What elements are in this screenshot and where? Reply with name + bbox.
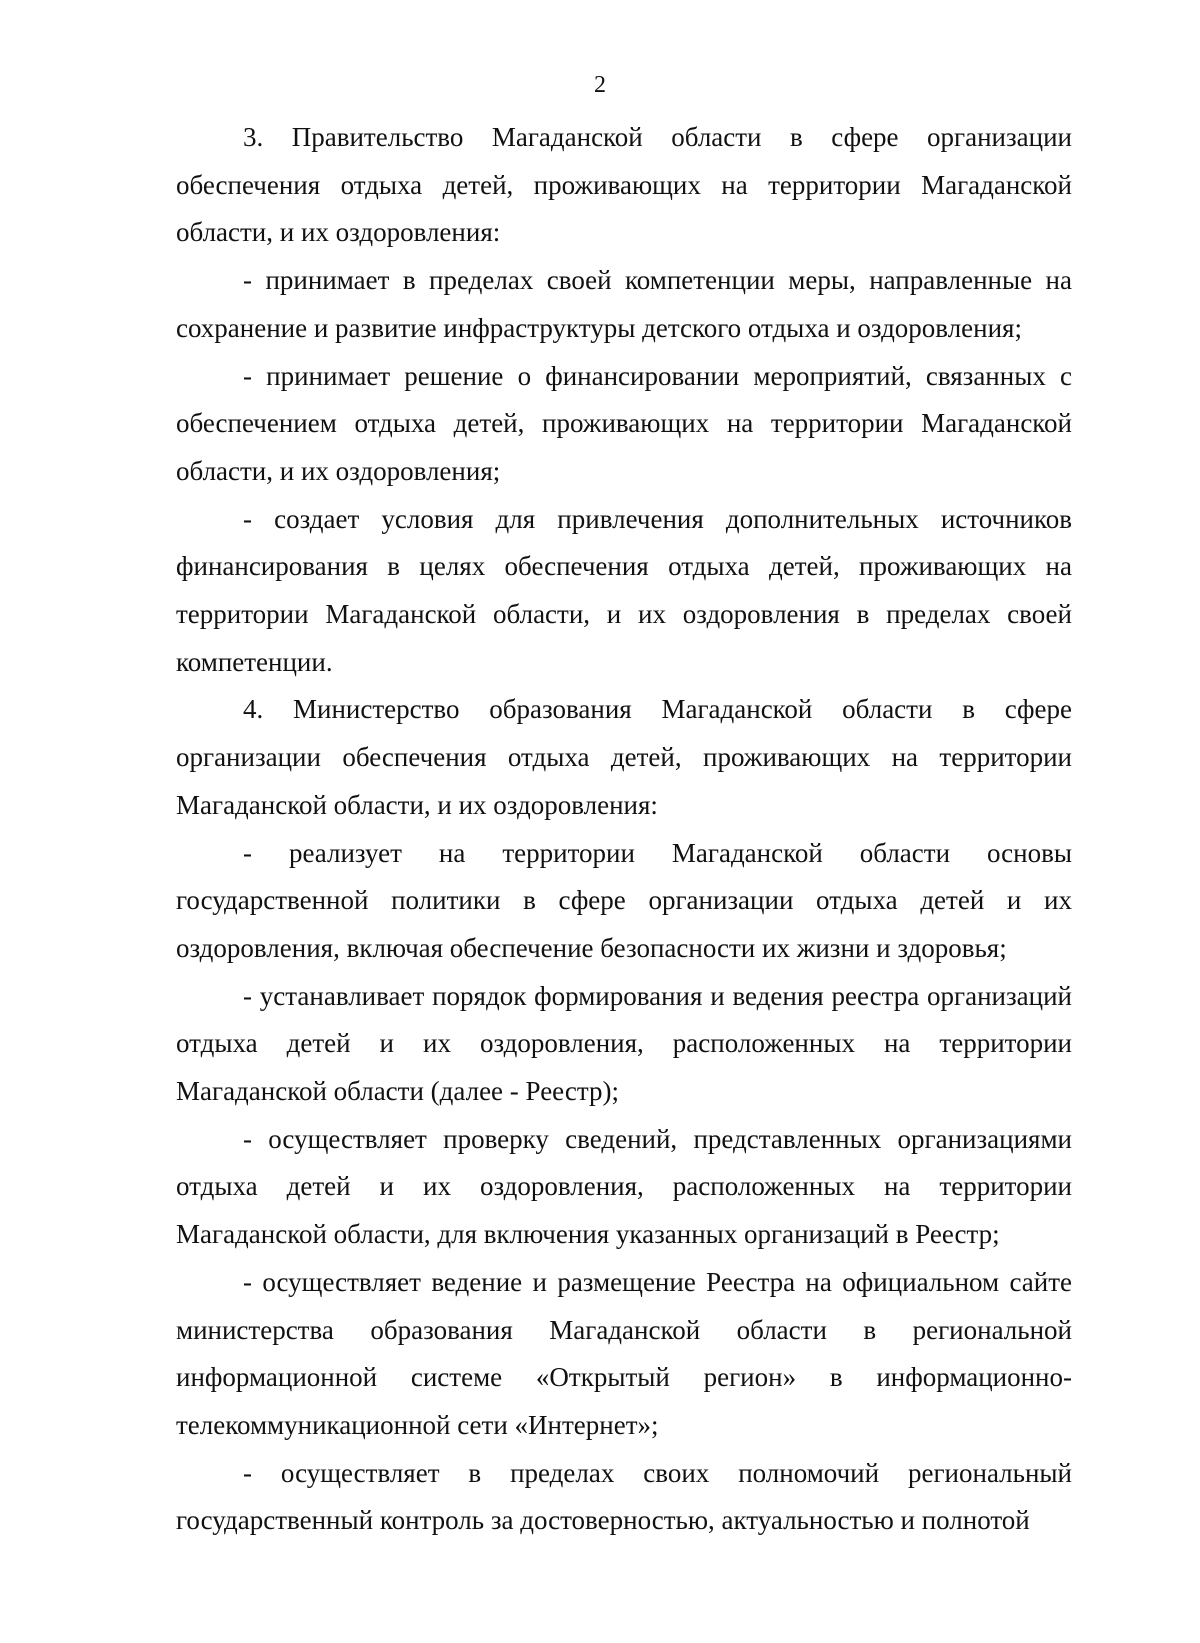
paragraph-clause-4: 4. Министерство образования Магаданской области в сфере организации обеспечения отдыха детей, проживающих на территории Магаданской области, и их оздоровления: bbox=[176, 694, 1072, 820]
paragraph-additional-sources: - создает условия для привлечения дополнительных источников финансирования в целях обеспечения отдыха детей, проживающих на территории Магаданской области, и их оздоровления в пределах своей компетенции. bbox=[176, 503, 1072, 677]
paragraph-clause-3: 3. Правительство Магаданской области в сфере организации обеспечения отдыха детей, проживающих на территории Магаданской области, и их оздоровления: bbox=[176, 122, 1072, 248]
paragraph-registry-publication: - осуществляет ведение и размещение Реестра на официальном сайте министерства образования Магаданской области в региональной информационной системе «Открытый регион» в информационно-телекоммуникационной сети «Интернет»; bbox=[176, 1266, 1072, 1440]
paragraph-financing-decision: - принимает решение о финансировании мероприятий, связанных с обеспечением отдыха детей, проживающих на территории Магаданской области, и их оздоровления; bbox=[176, 360, 1072, 486]
paragraph-registry-verification: - осуществляет проверку сведений, представленных организациями отдыха детей и их оздоровления, расположенных на территории Магаданской области, для включения указанных организаций в Реестр; bbox=[176, 1123, 1072, 1250]
paragraph-registry-procedure: - устанавливает порядок формирования и ведения реестра организаций отдыха детей и их оздоровления, расположенных на территории Магаданской области (далее - Реестр); bbox=[176, 980, 1072, 1107]
paragraph-state-policy: - реализует на территории Магаданской области основы государственной политики в сфере организации отдыха детей и их оздоровления, включая обеспечение безопасности их жизни и здоровья; bbox=[176, 837, 1072, 963]
page-number: 2 bbox=[594, 72, 606, 98]
document-body bbox=[176, 114, 1072, 1545]
paragraph-state-control: - осуществляет в пределах своих полномочий региональный государственный контроль за достоверностью, актуальностью и полнотой bbox=[176, 1457, 1072, 1536]
paragraph-infrastructure: - принимает в пределах своей компетенции меры, направленные на сохранение и развитие инфраструктуры детского отдыха и оздоровления; bbox=[176, 265, 1072, 343]
